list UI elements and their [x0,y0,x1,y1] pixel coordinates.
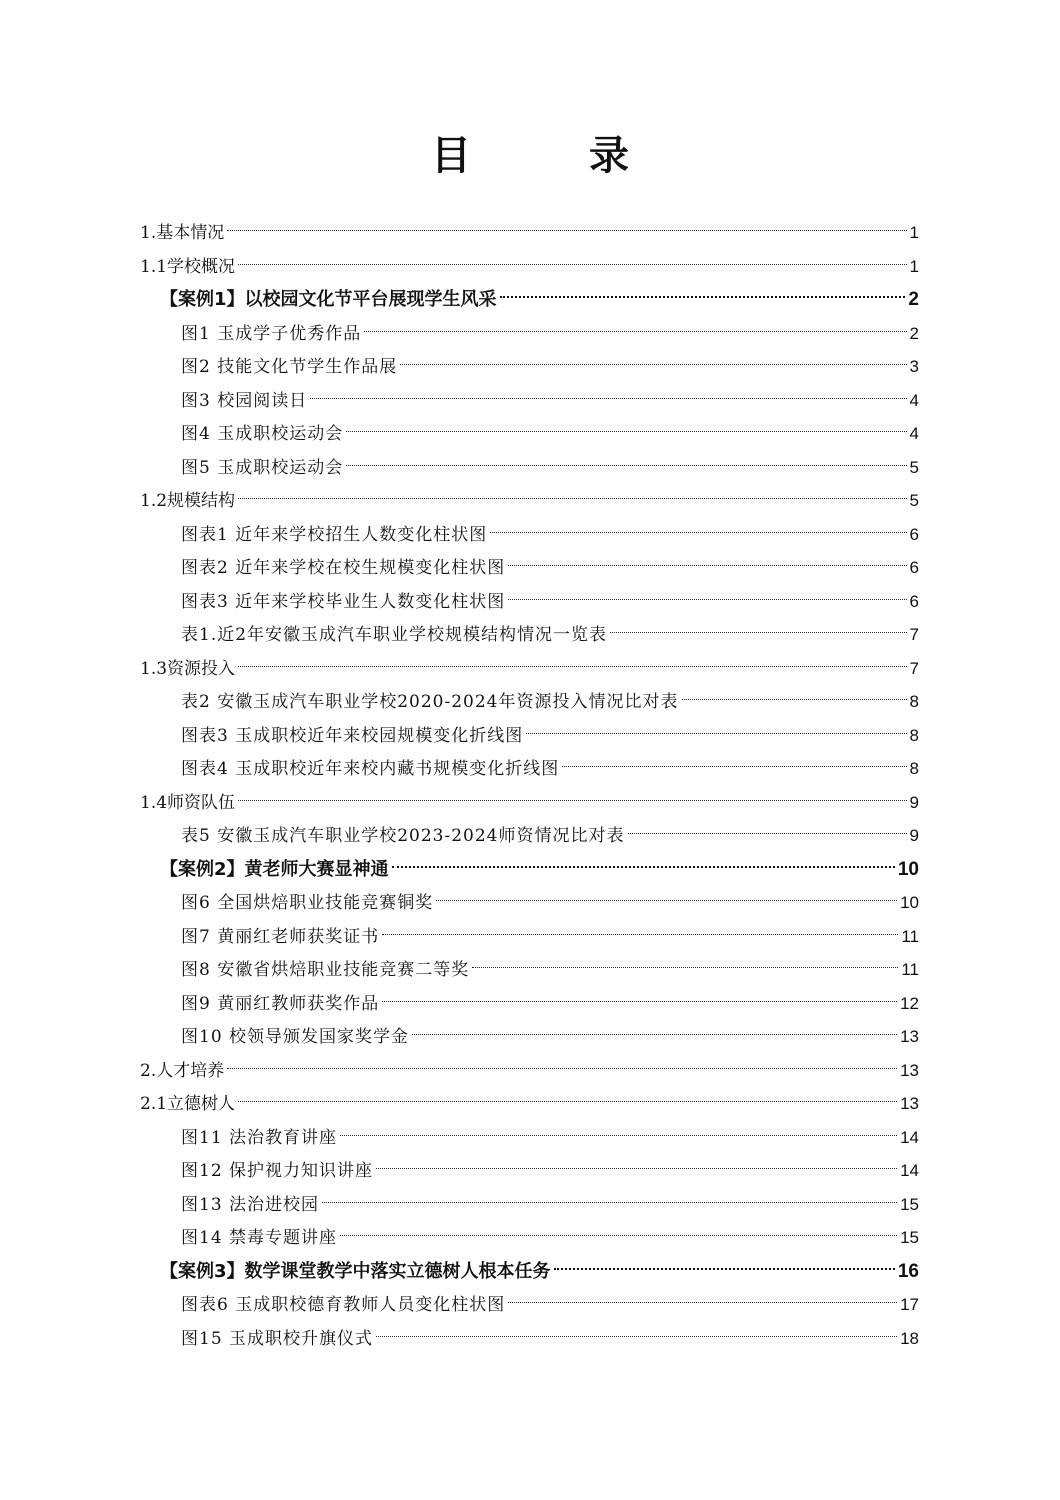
toc-entry-title: 图6 全国烘焙职业技能竞赛铜奖 [181,893,434,913]
toc-entry-title: 图11 法治教育讲座 [181,1127,338,1148]
toc-page-number: 11 [901,960,919,979]
toc-entry-title: 图4 玉成职校运动会 [181,424,344,444]
toc-entry-title: 【案例1】以校园文化节平台展现学生风采 [160,289,497,310]
toc-page-number: 5 [909,491,919,510]
toc-entry[interactable] [160,283,919,316]
toc-page-number: 14 [900,1161,919,1180]
toc-dot-leader [554,1268,895,1270]
toc-page-number: 7 [909,658,919,678]
toc-dot-leader [472,967,898,968]
toc-entry-title: 【案例3】数学课堂教学中落实立德树人根本任务 [160,1260,551,1282]
toc-dot-leader [340,1135,897,1136]
toc-entry[interactable] [181,1288,919,1321]
toc-dot-leader [508,565,906,566]
toc-page-number: 6 [909,591,919,611]
toc-entry-title: 表5 安徽玉成汽车职业学校2023-2024师资情况比对表 [181,826,625,846]
toc-dot-leader [400,364,906,365]
toc-entry[interactable] [140,250,919,283]
toc-entry[interactable] [181,719,919,752]
toc-page-number: 6 [909,558,919,577]
toc-entry[interactable] [181,1154,919,1187]
toc-page-number: 5 [909,457,919,477]
toc-page-number: 9 [909,826,919,845]
toc-entry-title: 图13 法治进校园 [181,1194,320,1215]
toc-dot-leader [412,1034,897,1035]
toc-page-number: 10 [897,858,919,880]
toc-entry[interactable] [181,618,919,651]
toc-page-number: 8 [909,692,919,711]
toc-dot-leader [346,431,906,432]
toc-page-number: 4 [909,424,919,443]
toc-page-number: 8 [909,759,919,778]
toc-page-number: 3 [909,357,919,376]
toc-dot-leader [376,1336,897,1337]
toc-page-number: 15 [900,1228,919,1247]
toc-dot-leader [490,532,906,533]
toc-entry[interactable] [160,853,919,886]
toc-entry-title: 图5 玉成职校运动会 [181,457,344,478]
toc-entry-title: 图15 玉成职校升旗仪式 [181,1328,374,1349]
toc-entry[interactable] [181,417,919,450]
toc-page-number: 8 [909,725,919,745]
toc-entry-title: 图1 玉成学子优秀作品 [181,323,362,344]
toc-entry-title: 图7 黄丽红老师获奖证书 [181,926,380,947]
toc-dot-leader [500,296,906,298]
toc-page-number: 13 [900,1094,919,1113]
toc-entry[interactable] [181,886,919,919]
toc-dot-leader [238,666,906,667]
toc-dot-leader [382,1001,897,1002]
toc-entry-title: 图表3 近年来学校毕业生人数变化柱状图 [181,591,506,612]
toc-entry[interactable] [181,551,919,584]
toc-page-number: 6 [909,524,919,544]
toc-entry[interactable] [181,1322,919,1355]
toc-entry[interactable] [160,1255,919,1288]
toc-entry-title: 【案例2】黄老师大赛显神通 [160,858,389,880]
toc-entry-title: 1.4师资队伍 [140,792,236,813]
toc-entry-title: 图表3 玉成职校近年来校园规模变化折线图 [181,725,524,746]
toc-entry-title: 图14 禁毒专题讲座 [181,1228,338,1248]
toc-dot-leader [392,866,895,868]
toc-entry[interactable] [181,1188,919,1221]
toc-page-number: 2 [909,323,919,343]
toc-entry[interactable] [181,752,919,785]
toc-entry[interactable] [181,953,919,986]
toc-dot-leader [238,1101,897,1102]
toc-entry-title: 图表2 近年来学校在校生规模变化柱状图 [181,558,506,578]
toc-page-number: 1 [909,256,919,276]
toc-dot-leader [238,498,906,499]
toc-page-number: 13 [900,1027,919,1046]
toc-page-number: 17 [900,1295,919,1314]
toc-page-number: 13 [900,1060,919,1080]
toc-entry[interactable] [181,1221,919,1254]
toc-page-number: 1 [909,223,919,242]
toc-entry-title: 图表1 近年来学校招生人数变化柱状图 [181,524,488,545]
toc-entry-title: 1.2规模结构 [140,491,236,511]
toc-entry-title: 表1.近2年安徽玉成汽车职业学校规模结构情况一览表 [181,625,608,645]
toc-entry-title: 1.1学校概况 [140,256,236,277]
toc-entry-title: 图8 安徽省烘焙职业技能竞赛二等奖 [181,960,470,980]
toc-entry-title: 1.基本情况 [140,223,225,243]
toc-entry[interactable] [140,216,919,249]
toc-entry-title: 2.人才培养 [140,1060,225,1081]
toc-dot-leader [508,1302,897,1303]
toc-entry-title: 图3 校园阅读日 [181,390,308,411]
toc-page-number: 2 [908,289,919,310]
toc-page-number: 16 [897,1260,919,1282]
page-title: 目 录 [431,132,681,179]
toc-page-number: 14 [900,1127,919,1147]
toc-entry-title: 图表6 玉成职校德育教师人员变化柱状图 [181,1295,506,1315]
toc-dot-leader [436,900,897,901]
toc-entry-title: 图2 技能文化节学生作品展 [181,357,398,377]
toc-dot-leader [376,1168,897,1169]
toc-entry[interactable] [181,585,919,618]
toc-entry[interactable] [181,1020,919,1053]
toc-page-number: 4 [909,390,919,410]
toc-entry[interactable] [140,484,919,517]
toc-page-number: 11 [901,926,919,946]
toc-dot-leader [382,934,898,935]
toc-entry[interactable] [181,384,919,417]
toc-page-number: 18 [900,1328,919,1348]
toc-entry[interactable] [181,317,919,350]
toc-entry[interactable] [140,1054,919,1087]
toc-entry[interactable] [140,786,919,819]
toc-entry-title: 图9 黄丽红教师获奖作品 [181,993,380,1014]
toc-dot-leader [238,264,906,265]
toc-entry[interactable] [140,652,919,685]
toc-dot-leader [526,733,906,734]
toc-dot-leader [322,1202,897,1203]
toc-entry-title: 图10 校领导颁发国家奖学金 [181,1027,410,1047]
toc-page-number: 10 [900,893,919,912]
toc-dot-leader [340,1235,897,1236]
toc-page-number: 9 [909,792,919,812]
toc-dot-leader [364,331,906,332]
toc-entry-title: 2.1立德树人 [140,1094,236,1114]
toc-dot-leader [508,599,906,600]
toc-dot-leader [346,465,906,466]
toc-dot-leader [227,230,906,231]
toc-entry[interactable] [181,1121,919,1154]
toc-entry-title: 1.3资源投入 [140,658,236,679]
toc-entry[interactable] [181,518,919,551]
toc-entry[interactable] [181,451,919,484]
toc-page-number: 7 [909,625,919,644]
toc-page-number: 15 [900,1194,919,1214]
toc-entry-title: 图12 保护视力知识讲座 [181,1161,374,1181]
toc-dot-leader [310,398,906,399]
toc-page-number: 12 [900,993,919,1013]
toc-entry[interactable] [181,819,919,852]
toc-entry-title: 表2 安徽玉成汽车职业学校2020-2024年资源投入情况比对表 [181,692,679,712]
toc-entry[interactable] [181,685,919,718]
toc-dot-leader [227,1068,897,1069]
toc-dot-leader [562,766,906,767]
toc-entry[interactable] [181,920,919,953]
toc-dot-leader [682,699,907,700]
toc-entry-title: 图表4 玉成职校近年来校内藏书规模变化折线图 [181,759,560,779]
toc-dot-leader [238,800,906,801]
toc-entry[interactable] [140,1087,919,1120]
toc-entry[interactable] [181,350,919,383]
toc-dot-leader [610,632,906,633]
toc-entry[interactable] [181,987,919,1020]
toc-dot-leader [628,833,907,834]
